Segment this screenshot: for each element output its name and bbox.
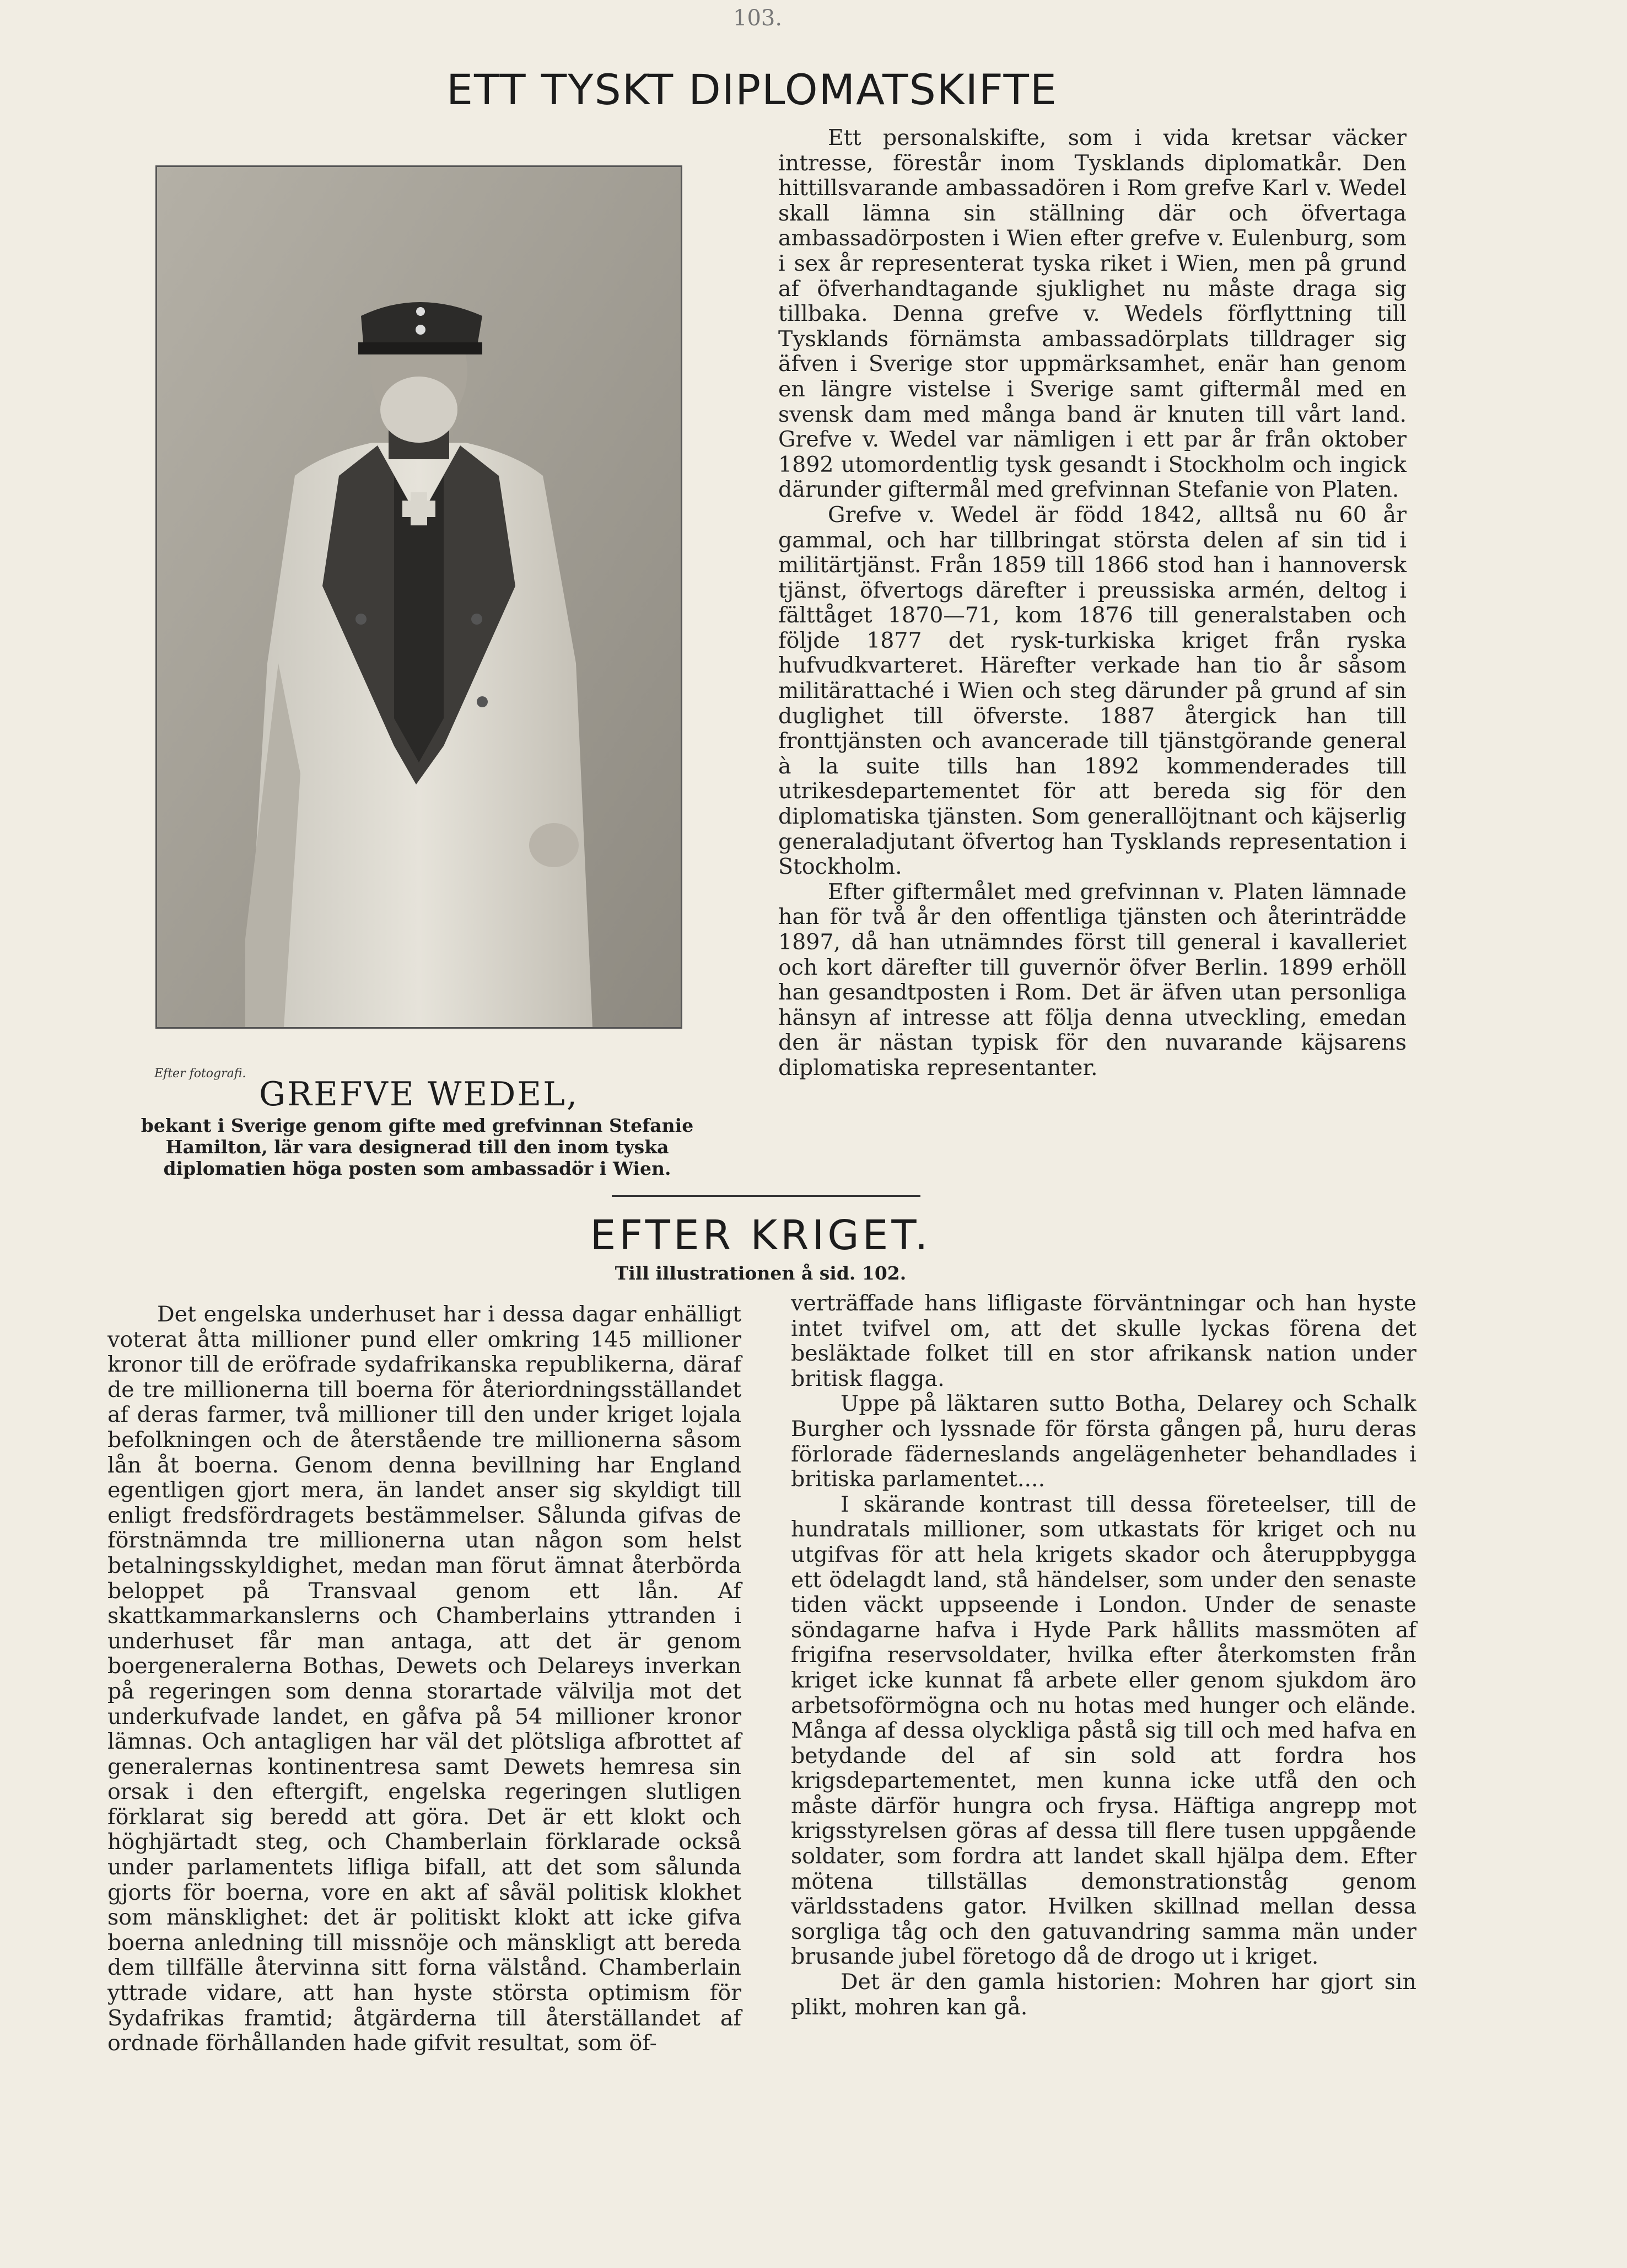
article2-paragraph: Det engelska underhuset har i dessa dagar enhälligt voterat åtta millioner pund eller omkring 145 millioner kronor till de eröfrade sydafrikanska republikerna, däraf de tre millionerna till boerna för återiordningsställandet af deras farmer, två millioner till den under kriget lojala befolkningen och de återstående tre millionerna såsom lån åt boerna. Genom denna bevillning har England egentligen gjort mera, än landet anser sig skyldigt till enligt fredsfördragets bestämmelser. Sålunda gifvas de förstnämnda tre millionerna utan någon som helst betalningsskyldighet, medan man förut ämnat återbörda beloppet på Transvaal genom ett lån. Af skattkammarkanslerns och Chamberlains yttranden i underhuset får man antaga, att det är genom boergeneralerna Bothas, Dewets och Delareys inverkan på regeringen som denna storartade välvilja mot det underkufvade landet, en gåfva på 54 millioner kronor lämnas. Och antagligen har väl det plötsliga afbrottet af generalernas kontinentresa samt Dewets hemresa sin orsak i den eftergift, engelska regeringen slutligen förklarat sig beredd att göra. Det är ett klokt och höghjärtadt steg, och Chamberlain förklarade också under parlamentets lifliga bifall, att det som sålunda gjorts för boerna, vore en akt af såväl politisk klokhet som mänsklighet: det är politiskt klokt att icke gifva boerna anledning till missnöje och mänskligt att bereda dem tillfälle återvinna sitt forna välstånd. Chamberlain yttrade vidare, att han hyste största optimism för Sydafrikas framtid; åtgärderna till återställandet af ordnade förhållanden hade gifvit resultat, som öf- — [107, 1302, 741, 2056]
portrait-photo — [155, 165, 682, 1029]
page-number: 103. — [733, 6, 783, 31]
photo-caption-name: GREFVE WEDEL, — [258, 1075, 579, 1114]
article1-paragraph: Efter giftermålet med grefvinnan v. Platen lämnade han för två år den offentliga tjänsten och återinträdde 1897, då han utnämndes först till general i kavalleriet och kort därefter till guvernör öfver Berlin. 1899 erhöll han gesandtposten i Rom. Det är äfven utan personliga hänsyn af intresse att följa denna utveckling, emedan den är nästan typisk för den nuvarande käjsarens diplomatiska representanter. — [778, 879, 1407, 1081]
article1-paragraph: Ett personalskifte, som i vida kretsar väcker intresse, förestår inom Tysklands diplomatkår. Den hittillsvarande ambassadören i Rom grefve Karl v. Wedel skall lämna sin ställning där och öfvertaga ambassadörposten i Wien efter grefve v. Eulenburg, som i sex år representerat tyska riket i Wien, men på grund af öfverhandtagande sjuklighet nu måste draga sig tillbaka. Denna grefve v. Wedels förflyttning till Tysklands förnämsta ambassadörplats tilldrager sig äfven i Sverige stor uppmärksamhet, enär han genom en längre vistelse i Sverige samt giftermål med en svensk dam med många band är knuten till vårt land. Grefve v. Wedel var nämligen i ett par år från oktober 1892 utomordentlig tysk gesandt i Stockholm och ingick därunder giftermål med grefvinnan Stefanie von Platen. — [778, 125, 1407, 503]
article-title-efter-kriget: EFTER KRIGET. — [590, 1212, 931, 1259]
article2-left-column — [107, 1302, 741, 2056]
article1-body — [778, 126, 1407, 1081]
photo-caption-text: bekant i Sverige genom gifte med grefvinnan Stefanie Hamilton, lär vara designerad till den inom tyska diplomatien höga posten som ambassadör i Wien. — [141, 1115, 694, 1179]
article-subtitle: Till illustrationen å sid. 102. — [615, 1262, 907, 1284]
article2-paragraph: Uppe på läktaren sutto Botha, Delarey och Schalk Burgher och lyssnade för första gången på, huru deras förlorade fäderneslands angelägenheter behandlades i britiska parlamentet.... — [791, 1391, 1416, 1492]
article2-right-column — [791, 1291, 1416, 2020]
article2-paragraph: Det är den gamla historien: Mohren har gjort sin plikt, mohren kan gå. — [791, 1969, 1416, 2020]
article2-paragraph: verträffade hans lifligaste förväntningar och han hyste intet tvifvel om, att det skulle lyckas förena det besläktade folket till en stor afrikansk nation under britisk flagga. — [791, 1291, 1416, 1391]
photo-credit: Efter fotografi. — [154, 1067, 246, 1081]
section-divider — [612, 1195, 920, 1197]
portrait-image — [157, 167, 681, 1027]
article1-paragraph: Grefve v. Wedel är född 1842, alltså nu 60 år gammal, och har tillbringat största delen af sin tid i militärtjänst. Från 1859 till 1866 stod han i hannoversk tjänst, öfvertogs därefter i preussiska armén, deltog i fälttåget 1870—71, kom 1876 till generalstaben och följde 1877 det rysk-turkiska kriget från ryska hufvudkvarteret. Härefter verkade han tio år såsom militärattaché i Wien och steg därunder på grund af sin duglighet till öfverste. 1887 återgick han till fronttjänsten och avancerade till tjänstgörande general à la suite tills han 1892 kommenderades till utrikesdepartementet för att bereda sig för den diplomatiska tjänsten. Som generallöjtnant och käjserlig generaladjutant öfvertog han Tysklands representation i Stockholm. — [778, 502, 1407, 880]
article2-paragraph: I skärande kontrast till dessa företeelser, till de hundratals millioner, som utkastats för kriget och nu utgifvas för att hela krigets skador och återuppbygga ett ödelagdt land, stå händelser, som under den senaste tiden väckt uppseende i London. Under de senaste söndagarne hafva i Hyde Park hållits massmöten af frigifna reservsoldater, hvilka efter återkomsten från kriget icke kunnat få arbete eller genom sjukdom äro arbetsoförmögna och nu hotas med hunger och elände. Många af dessa olyckliga påstå sig till och med hafva en betydande del af sin sold att fordra hos krigsdepartementet, men kunna icke utfå den och måste därför hungra och frysa. Häftiga angrepp mot krigsstyrelsen göras af dessa till flere tusen uppgående soldater, som fordra att landet skall hjälpa dem. Efter mötena tillställas demonstrationståg genom världsstadens gator. Hvilken skillnad mellan dessa sorgliga tåg och den gatuvandring samma män under brusande jubel företogo då de drogo ut i kriget. — [791, 1491, 1416, 1970]
article-title-diplomatskifte: ETT TYSKT DIPLOMATSKIFTE — [446, 65, 1058, 114]
